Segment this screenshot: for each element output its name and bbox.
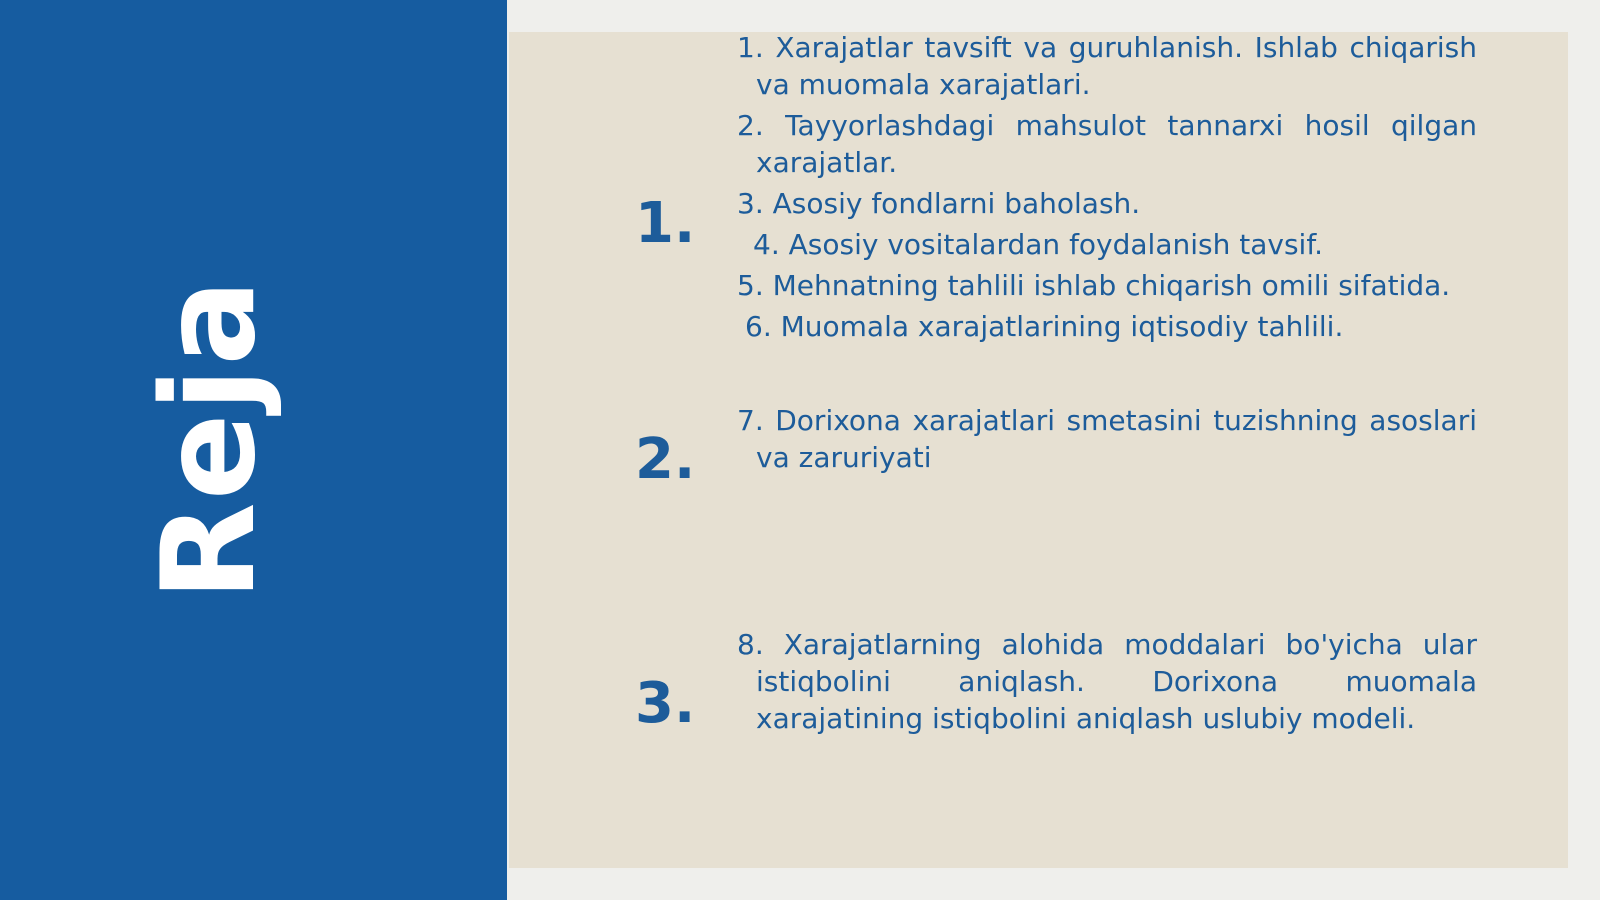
list-item: 6. Muomala xarajatlarining iqtisodiy tahlili.: [745, 310, 1344, 343]
list-item: 5. Mehnatning tahlili ishlab chiqarish omili sifatida.: [737, 269, 1451, 302]
item-list: [737, 626, 1477, 741]
section-1: [509, 32, 1568, 392]
sidebar-panel: [0, 0, 507, 900]
list-item: 7. Dorixona xarajatlari smetasini tuzishning asoslari va zaruriyati: [737, 404, 1477, 474]
section-number: 3.: [635, 671, 696, 736]
section-3: [509, 626, 1568, 766]
content-card: [509, 32, 1568, 868]
section-number: 2.: [635, 427, 696, 492]
item-list: [737, 29, 1477, 349]
list-item: 3. Asosiy fondlarni baholash.: [737, 187, 1141, 220]
section-number: 1.: [635, 191, 696, 256]
section-2: [509, 402, 1568, 522]
list-item: 1. Xarajatlar tavsift va guruhlanish. Ishlab chiqarish va muomala xarajatlari.: [737, 31, 1477, 101]
sidebar-title: Reja: [135, 277, 284, 601]
list-item: 4. Asosiy vositalardan foydalanish tavsif.: [753, 228, 1324, 261]
list-item: 2. Tayyorlashdagi mahsulot tannarxi hosil qilgan xarajatlar.: [737, 109, 1477, 179]
list-item: 8. Xarajatlarning alohida moddalari bo'yicha ular istiqbolini aniqlash. Dorixona muomala xarajatining istiqbolini aniqlash uslubiy modeli.: [737, 628, 1477, 735]
item-list: [737, 402, 1477, 480]
